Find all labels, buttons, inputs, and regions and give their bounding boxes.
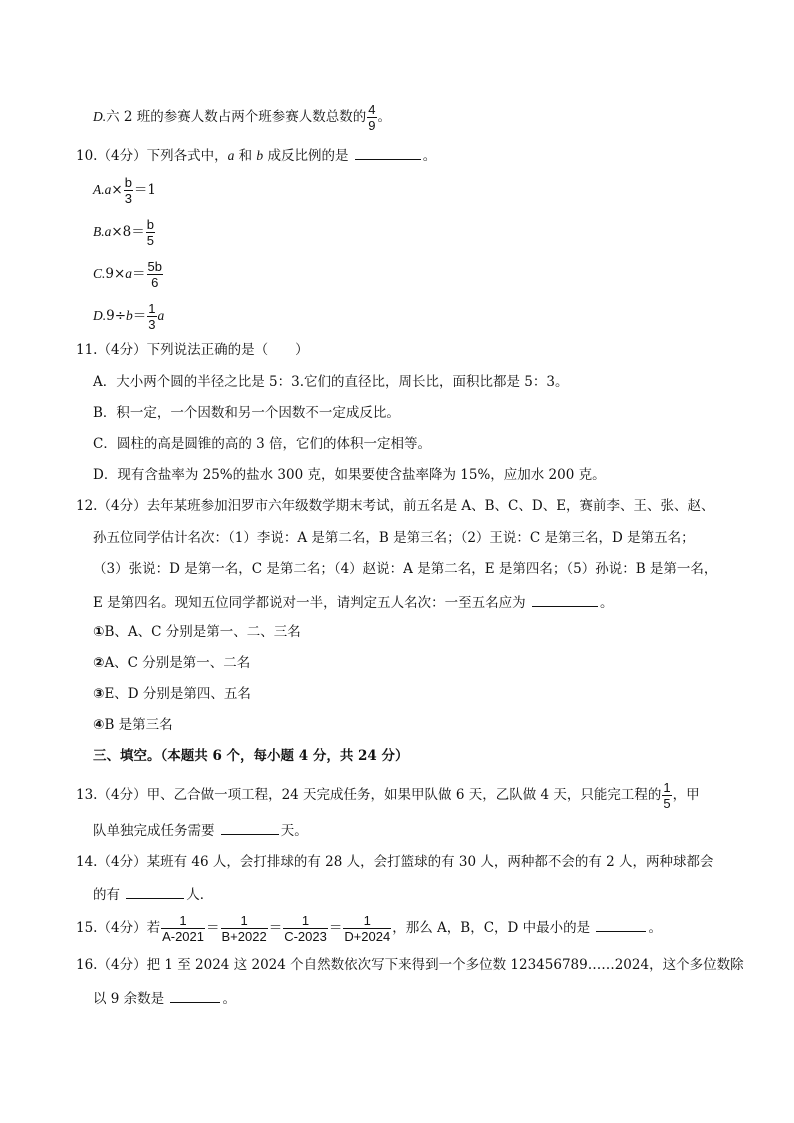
question-text: E 是第四名。现知五位同学都说对一半，请判定五人名次：一至五名应为 (93, 595, 530, 611)
question-stem: 下列说法正确的是（ ） (146, 342, 309, 358)
q12-line-2: 孙五位同学估计名次：（1）李说：A 是第二名，B 是第三名；（2）王说：C 是第三名，D 是第五名； (93, 530, 695, 546)
lhs: 9÷ (106, 308, 127, 324)
q12-choice-4 (93, 716, 173, 734)
choice-text: A、C 分别是第一、二名 (104, 655, 251, 671)
fraction (124, 176, 133, 205)
question-stem: 下列各式中， (146, 148, 228, 164)
rhs: ＝1 (133, 182, 157, 198)
question-text: 的有 (93, 887, 125, 903)
var: b (126, 308, 133, 323)
section-heading: 三、填空。（本题共 6 个，每小题 4 分，共 24 分） (93, 748, 409, 764)
question-score: （4分） (97, 787, 147, 803)
question-score: （4分） (97, 920, 147, 936)
answer-blank[interactable] (126, 884, 184, 899)
q10-option-d (93, 302, 164, 331)
question-13 (76, 781, 700, 810)
question-stem-2: 成反比例的是 (263, 148, 353, 164)
option-letter: D. (93, 308, 107, 323)
punct: 。 (648, 920, 662, 936)
question-number: 13. (76, 787, 98, 803)
q12-line-4 (93, 592, 613, 612)
q9-option-d (93, 103, 391, 132)
question-16 (76, 956, 744, 974)
q10-option-b (93, 218, 156, 247)
question-number: 16. (76, 957, 98, 973)
fraction-denominator: 9 (368, 118, 376, 133)
answer-blank[interactable] (532, 592, 598, 607)
q12-choice-3 (93, 685, 251, 703)
fraction-denominator: 5 (146, 233, 155, 248)
fraction (221, 914, 268, 943)
answer-blank[interactable] (355, 145, 421, 160)
fraction (367, 103, 376, 132)
var: a (104, 182, 112, 197)
q11-option-d: D．现有含盐率为 25%的盐水 300 克，如果要使含盐率降为 15%，应加水 200 克。 (93, 467, 606, 483)
fraction-denominator: A-2021 (162, 929, 204, 944)
question-text: ，那么 A，B，C，D 中最小的是 (392, 920, 595, 936)
q12-choice-1 (93, 623, 301, 641)
unit: 人． (186, 887, 214, 903)
question-number: 12. (76, 498, 98, 514)
choice-text: B、A、C 分别是第一、二、三名 (104, 624, 301, 640)
var: a (104, 224, 112, 239)
question-text: 把 1 至 2024 这 2024 个自然数依次写下来得到一个多位数 123456789……2024，这个多位数除 (146, 957, 744, 973)
question-score: （4分） (97, 342, 147, 358)
option-text: 六 2 班的参赛人数占两个班参赛人数总数的 (106, 109, 367, 125)
fraction-numerator: 1 (663, 780, 671, 795)
fraction-numerator: 1 (148, 301, 156, 316)
fraction-denominator: C-2023 (284, 929, 327, 944)
q10-option-c (93, 260, 164, 289)
fraction (343, 914, 391, 943)
q12-choice-2 (93, 654, 250, 672)
fraction-numerator: b (146, 217, 155, 232)
fraction (161, 914, 205, 943)
operator: ＝ (132, 266, 146, 282)
fraction (662, 781, 671, 810)
q10-option-a (93, 176, 156, 205)
question-10 (76, 145, 436, 165)
operator: ＝ (206, 920, 220, 936)
punct: 。 (422, 148, 437, 164)
q12-line-3: （3）张说：D 是第一名，C 是第二名；（4）赵说：A 是第二名，E 是第四名；（5）孙说：B 是第一名， (93, 561, 718, 577)
q16-line-2 (93, 988, 236, 1008)
question-text: 队单独完成任务需要 (93, 823, 219, 839)
var: a (157, 308, 165, 323)
fraction-numerator: 1 (343, 914, 391, 929)
var-a: a (227, 148, 235, 163)
question-text: 甲、乙合做一项工程，24 天完成任务，如果甲队做 6 天，乙队做 4 天，只能完工程的 (146, 787, 662, 803)
stem-and: 和 (234, 148, 257, 164)
fraction-denominator: 3 (124, 191, 132, 206)
question-14 (76, 853, 714, 871)
fraction-numerator: b (124, 175, 132, 190)
question-score: （4分） (97, 854, 147, 870)
question-text: 去年某班参加汨罗市六年级数学期末考试，前五名是 A、B、C、D、E，赛前李、王、张、赵、 (146, 498, 715, 514)
var: a (125, 266, 133, 281)
q13-line-2 (93, 820, 308, 840)
answer-blank[interactable] (221, 820, 279, 835)
question-score: （4分） (97, 957, 147, 973)
choice-mark: ② (93, 655, 105, 671)
question-score: （4分） (97, 148, 147, 164)
operator: ＝ (132, 308, 147, 324)
option-letter: A. (93, 182, 105, 197)
choice-text: E、D 分别是第四、五名 (104, 686, 251, 702)
fraction-denominator: 3 (148, 317, 156, 332)
fraction-denominator: D+2024 (344, 929, 391, 944)
operator: ×8＝ (111, 224, 145, 240)
operator: ＝ (328, 920, 343, 936)
fraction-numerator: 5b (147, 259, 163, 274)
choice-mark: ① (93, 624, 105, 640)
q14-line-2 (93, 884, 213, 904)
question-12 (76, 497, 715, 515)
question-number: 15. (76, 920, 98, 936)
answer-blank[interactable] (596, 917, 646, 932)
fraction-denominator: 5 (663, 796, 671, 811)
answer-blank[interactable] (170, 988, 220, 1003)
question-text: 若 (146, 920, 161, 936)
punct: 。 (222, 991, 236, 1007)
question-text-end: ，甲 (672, 787, 700, 803)
fraction-numerator: 1 (283, 914, 328, 929)
fraction-numerator: 1 (221, 914, 268, 929)
option-letter: C. (93, 266, 106, 281)
choice-text: B 是第三名 (104, 717, 173, 733)
fraction-denominator: B+2022 (221, 929, 267, 944)
choice-mark: ③ (93, 686, 105, 702)
fraction (147, 260, 163, 289)
operator: ＝ (268, 920, 283, 936)
unit: 天。 (280, 823, 308, 839)
q11-option-c: C．圆柱的高是圆锥的高的 3 倍，它们的体积一定相等。 (93, 436, 432, 452)
fraction (146, 218, 155, 247)
q11-option-a: A．大小两个圆的半径之比是 5：3.它们的直径比，周长比，面积比都是 5：3。 (93, 374, 569, 390)
q11-option-b: B．积一定，一个因数和另一个因数不一定成反比。 (93, 405, 400, 421)
question-text: 某班有 46 人，会打排球的有 28 人，会打篮球的有 30 人，两种都不会的有 2 人，两种球都会 (146, 854, 714, 870)
fraction-numerator: 4 (368, 102, 376, 117)
question-number: 14. (76, 854, 98, 870)
lhs: 9× (105, 266, 126, 282)
var-b: b (256, 148, 264, 163)
fraction-denominator: 6 (151, 275, 159, 290)
question-15 (76, 914, 662, 943)
question-score: （4分） (97, 498, 147, 514)
operator: × (111, 182, 123, 198)
option-letter: D. (93, 109, 107, 124)
fraction (147, 302, 156, 331)
question-11 (76, 341, 309, 359)
question-number: 11. (76, 342, 98, 358)
fraction-numerator: 1 (161, 914, 205, 929)
question-number: 10. (76, 148, 98, 164)
punct: 。 (377, 109, 392, 125)
question-text: 以 9 余数是 (93, 991, 169, 1007)
punct: 。 (599, 595, 614, 611)
fraction (283, 914, 328, 943)
choice-mark: ④ (93, 717, 105, 733)
option-letter: B. (93, 224, 105, 239)
